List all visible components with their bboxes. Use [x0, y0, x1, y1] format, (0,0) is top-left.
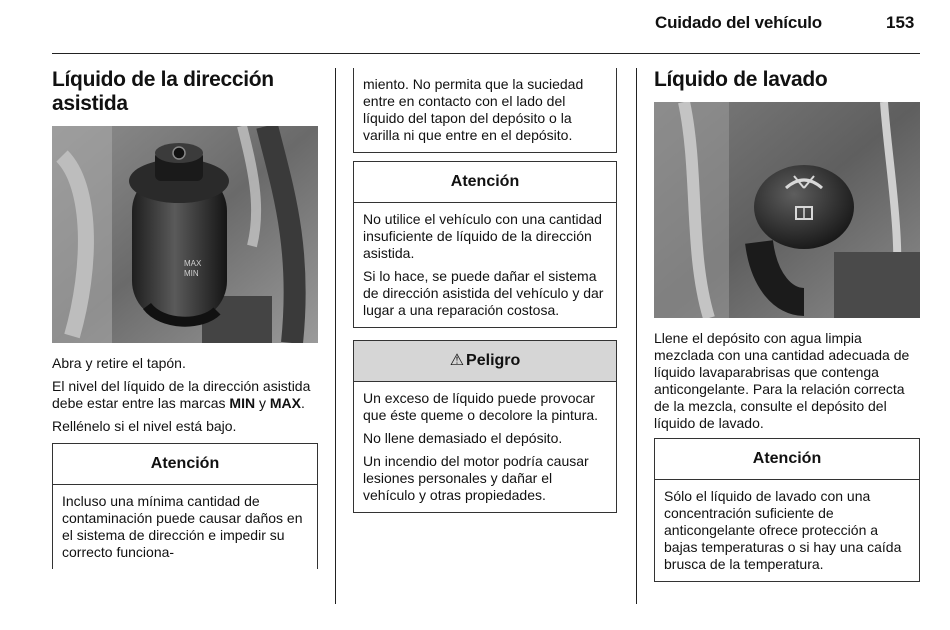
- svg-text:MAX: MAX: [184, 259, 202, 268]
- level-text: El nivel del líquido de la dirección asistida debe estar entre las marcas: [52, 378, 311, 411]
- middle-column: [353, 68, 617, 513]
- instruction-level: [52, 378, 318, 412]
- notice-text: No utilice el vehículo con una cantidad insuficiente de líquido de la dirección asistida.: [363, 211, 602, 261]
- max-mark: MAX: [269, 395, 301, 411]
- notice-box-insufficient-fluid: [353, 161, 617, 328]
- danger-title: Peligro: [466, 352, 521, 369]
- running-header-title: Cuidado del vehículo: [655, 13, 822, 32]
- section-heading-washer-fluid: Líquido de lavado: [654, 68, 828, 91]
- instruction-refill: Rellénelo si el nivel está bajo.: [52, 418, 237, 434]
- svg-text:MIN: MIN: [184, 269, 199, 278]
- left-column: [52, 68, 318, 569]
- column-divider-1: [335, 68, 336, 604]
- level-end: .: [301, 395, 305, 411]
- danger-title-bar: [354, 341, 616, 382]
- column-divider-2: [636, 68, 637, 604]
- danger-text: Un incendio del motor podría causar lesiones personales y dañar el vehículo y otras propiedades.: [363, 453, 589, 503]
- page-number: 153: [886, 13, 915, 32]
- notice-text: Sólo el líquido de lavado con una concentración suficiente de anticongelante ofrece protección a bajas temperaturas o si hay una caída brusca de la temperatura.: [664, 488, 902, 572]
- danger-text: Un exceso de líquido puede provocar que éste queme o decolore la pintura.: [363, 390, 599, 423]
- notice-box-continued: [353, 68, 617, 153]
- instruction-open-cap: Abra y retire el tapón.: [52, 355, 186, 371]
- danger-box: [353, 340, 617, 513]
- level-and: y: [255, 395, 270, 411]
- header-rule: [52, 53, 920, 54]
- notice-title: Atención: [354, 162, 616, 203]
- notice-title: Atención: [655, 439, 919, 480]
- section-heading-power-steering: Líquido de la dirección asistida: [52, 68, 274, 115]
- washer-reservoir-photo: [654, 102, 920, 318]
- power-steering-reservoir-photo: [52, 126, 318, 343]
- right-column: [654, 68, 920, 582]
- notice-text: Si lo hace, se puede dañar el sistema de dirección asistida del vehículo y dar lugar a una reparación costosa.: [363, 268, 604, 318]
- warning-triangle-icon: ⚠: [449, 352, 465, 369]
- notice-box-contamination: [52, 443, 318, 569]
- notice-title: Atención: [53, 444, 317, 485]
- continued-text: miento. No permita que la suciedad entre en contacto con el lado del líquido del tapon del depósito o la varilla ni que entre en el depósito.: [363, 76, 584, 143]
- notice-box-antifreeze: [654, 438, 920, 582]
- washer-instructions: Llene el depósito con agua limpia mezclada con una cantidad adecuada de líquido lavaparabrisas que contenga anticongelante. Para la relación correcta de la mezcla, consulte el depósito del líquido de lavado.: [654, 330, 910, 431]
- danger-text: No llene demasiado el depósito.: [363, 430, 563, 446]
- min-mark: MIN: [229, 395, 256, 411]
- notice-text: Incluso una mínima cantidad de contaminación puede causar daños en el sistema de dirección e impedir su correcto funciona-: [62, 493, 303, 560]
